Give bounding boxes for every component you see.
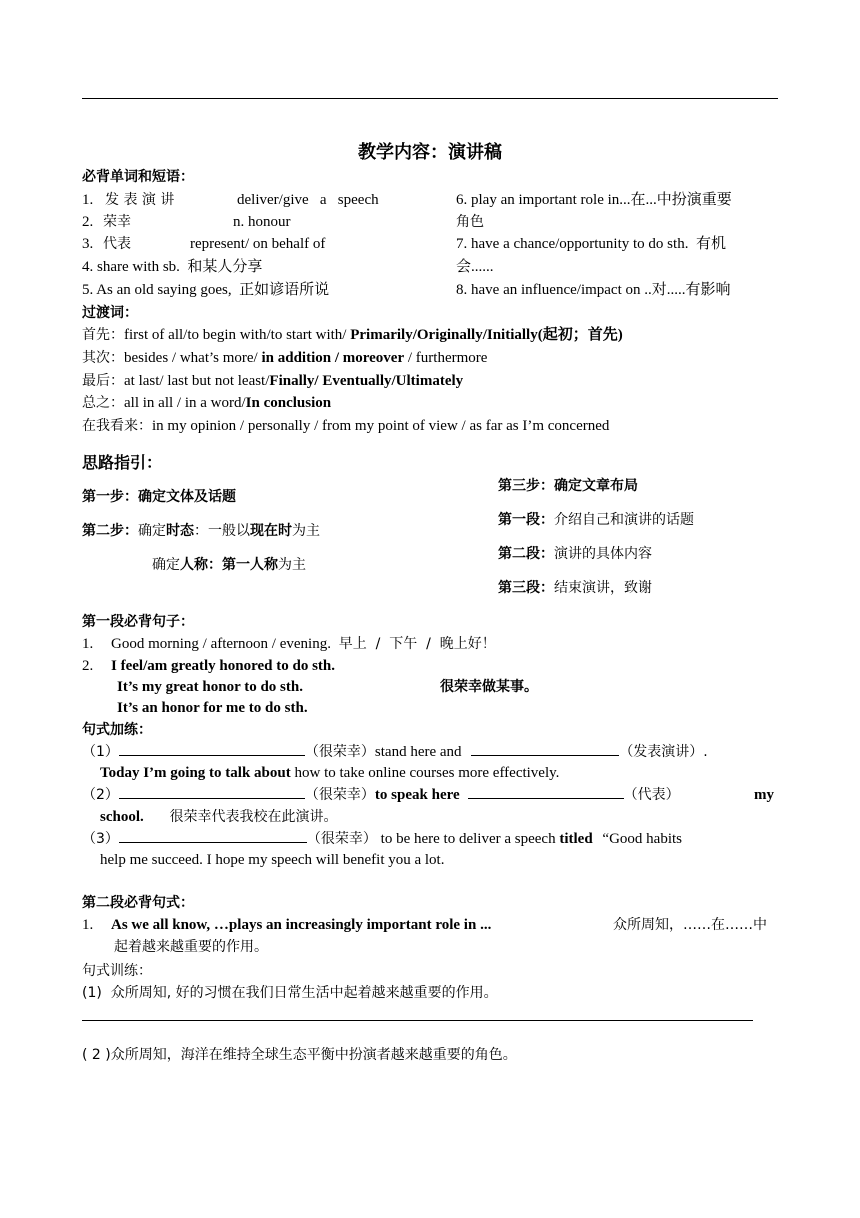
transition-plain: at last/ last but not least/	[124, 373, 270, 389]
vocab-item-4	[82, 256, 262, 278]
practice-hint: （代表）	[623, 787, 680, 803]
guide-para3	[498, 577, 652, 599]
vocab-item-2	[82, 211, 131, 233]
practice-text: how to take online courses more effectively.	[290, 765, 560, 781]
transition-label: 首先：	[82, 327, 124, 343]
step-text: 确定文体及话题	[138, 489, 236, 505]
transition-label: 总之：	[82, 395, 124, 411]
vocab-num: 2.	[82, 214, 94, 230]
practice-hint: （发表演讲）.	[619, 744, 708, 760]
guide-step2-person	[152, 554, 306, 576]
answer-blank[interactable]	[471, 741, 619, 756]
transition-bold: In conclusion	[245, 395, 332, 411]
practice-2-end: my	[754, 787, 774, 803]
step-label: 第一步：	[82, 489, 138, 505]
vocab-right-8: 8. have an influence/impact on ..对.....有影响	[456, 282, 731, 298]
sentence-1	[82, 633, 496, 655]
vocab-right-6a: 6. play an important role in...在...中扮演重要	[456, 192, 732, 208]
transition-first	[82, 324, 623, 346]
guide-step3	[498, 475, 638, 497]
transition-tail: / furthermore	[404, 350, 488, 366]
vocab-num: 3.	[82, 236, 94, 252]
section2-sentence-1	[82, 914, 491, 936]
practice-3-line2: help me succeed. I hope my speech will benefit you a lot.	[100, 852, 445, 868]
vocab-cn: 代表	[103, 236, 131, 252]
vocab-num: 1.	[82, 192, 94, 208]
section1-heading: 第一段必背句子：	[82, 614, 194, 630]
vocab-en: deliver/give a speech	[237, 192, 379, 208]
answer-blank[interactable]	[119, 741, 305, 756]
step-text: 确定	[152, 557, 180, 573]
practice-num: （1）	[82, 744, 119, 760]
practice-num: （2）	[82, 787, 119, 803]
practice-1-line2	[100, 762, 559, 784]
practice-bold: school.	[100, 809, 144, 825]
transition-label: 在我看来：	[82, 418, 152, 434]
practice-cn: 很荣幸代表我校在此演讲。	[169, 809, 338, 825]
step-text: 确定	[138, 523, 166, 539]
vocab-cn: share with sb. 和某人分享	[97, 259, 263, 275]
vocab-right-7b: 会......	[456, 259, 494, 275]
guide-para1	[498, 509, 694, 531]
vocab-item-3	[82, 233, 131, 255]
vocab-num: 5.	[82, 282, 94, 298]
step-text: 人称：第一人称	[180, 557, 278, 573]
header-rule	[82, 98, 778, 99]
transition-label: 最后：	[82, 373, 124, 389]
practice-num: （3）	[82, 831, 119, 847]
transition-last	[82, 370, 463, 392]
vocab-item-1	[82, 189, 174, 211]
para-text: 演讲的具体内容	[554, 546, 652, 562]
transition-bold: Finally/ Eventually/Ultimately	[269, 373, 464, 389]
vocab-num: 4.	[82, 259, 94, 275]
practice-text: to be here to deliver a speech	[376, 831, 560, 847]
guide-step1	[82, 486, 236, 508]
section2-sentence-1-cn2: 起着越来越重要的作用。	[114, 939, 268, 955]
step-text: ：一般以	[194, 523, 250, 539]
vocab-en: n. honour	[233, 214, 291, 230]
guide-heading: 思路指引：	[82, 453, 163, 472]
step-text: 时态	[166, 523, 194, 539]
transition-bold: in addition / moreover	[261, 350, 405, 366]
transition-summary	[82, 392, 331, 414]
practice-bold: titled	[559, 831, 593, 847]
vocab-right-6b: 角色	[456, 214, 484, 230]
training-2: ( 2 )众所周知，海洋在维持全球生态平衡中扮演者越来越重要的角色。	[82, 1047, 517, 1063]
sentence-cn: 早上 / 下午 / 晚上好！	[338, 636, 496, 652]
section2-heading: 第二段必背句式：	[82, 895, 194, 911]
vocab-right-7a: 7. have a chance/opportunity to do sth. 有机	[456, 236, 726, 252]
practice-hint: （很荣幸）	[304, 787, 375, 803]
transition-bold: Primarily/Originally/Initially(起初；首先)	[350, 327, 623, 343]
transition-plain: all in all / in a word/	[124, 395, 246, 411]
para-label: 第一段：	[498, 512, 554, 528]
practice-heading: 句式加练：	[82, 722, 152, 738]
sentence-2a	[82, 655, 335, 677]
transition-plain: besides / what’s more/	[124, 350, 262, 366]
sentence-2b: It’s my great honor to do sth.	[117, 679, 303, 695]
answer-blank[interactable]	[468, 784, 624, 799]
practice-text: stand here and	[374, 744, 466, 760]
vocab-en: represent/ on behalf of	[190, 236, 326, 252]
practice-1	[82, 741, 708, 763]
sentence-num: 1.	[82, 917, 94, 933]
section2-sentence-1-cn: 众所周知，……在……中	[613, 917, 767, 933]
step-text: 为主	[278, 557, 306, 573]
transitions-heading: 过渡词：	[82, 305, 138, 321]
practice-hint: （很荣幸）	[304, 744, 375, 760]
sentence-en: Good morning / afternoon / evening.	[111, 636, 331, 652]
sentence-num: 1.	[82, 636, 94, 652]
guide-para2	[498, 543, 652, 565]
practice-2-line2	[100, 806, 338, 828]
transition-label: 其次：	[82, 350, 124, 366]
para-text: 介绍自己和演讲的话题	[554, 512, 694, 528]
step-label: 第三步：	[498, 478, 554, 494]
practice-2	[82, 784, 680, 806]
sentence-num: 2.	[82, 658, 94, 674]
para-text: 结束演讲，致谢	[554, 580, 652, 596]
sentence-en: I feel/am greatly honored to do sth.	[111, 658, 336, 674]
guide-step2	[82, 520, 320, 542]
step-label: 第二步：	[82, 523, 138, 539]
sentence-2-cn: 很荣幸做某事。	[440, 679, 538, 695]
transition-plain: first of all/to begin with/to start with/	[124, 327, 351, 343]
practice-bold: Today I’m going to talk about	[100, 765, 291, 781]
practice-bold: to speak here	[374, 787, 460, 803]
training-1: (1) 众所周知, 好的习惯在我们日常生活中起着越来越重要的作用。	[82, 985, 498, 1001]
transition-second	[82, 347, 487, 369]
step-text: 现在时	[250, 523, 292, 539]
vocab-cn: 发 表 演 讲	[105, 192, 175, 208]
answer-blank[interactable]	[119, 828, 307, 843]
transition-opinion	[82, 415, 609, 437]
step-text: 确定文章布局	[554, 478, 638, 494]
practice-text: “Good habits	[598, 831, 682, 847]
step-text: 为主	[292, 523, 320, 539]
training-heading: 句式训练：	[82, 963, 152, 979]
practice-3	[82, 828, 682, 850]
page-title: 教学内容：演讲稿	[358, 142, 502, 163]
sentence-bold: As we all know, …plays an increasingly important role in ...	[111, 917, 492, 933]
vocab-item-5	[82, 279, 329, 301]
vocab-cn: 荣幸	[103, 214, 131, 230]
sentence-2c: It’s an honor for me to do sth.	[117, 700, 308, 716]
para-label: 第二段：	[498, 546, 554, 562]
vocab-heading: 必背单词和短语：	[82, 169, 194, 185]
vocab-cn: As an old saying goes, 正如谚语所说	[96, 282, 330, 298]
answer-line[interactable]	[82, 1020, 753, 1021]
para-label: 第三段：	[498, 580, 554, 596]
answer-blank[interactable]	[119, 784, 305, 799]
transition-plain: in my opinion / personally / from my point of view / as far as I’m concerned	[152, 418, 610, 434]
practice-hint: （很荣幸）	[306, 831, 377, 847]
